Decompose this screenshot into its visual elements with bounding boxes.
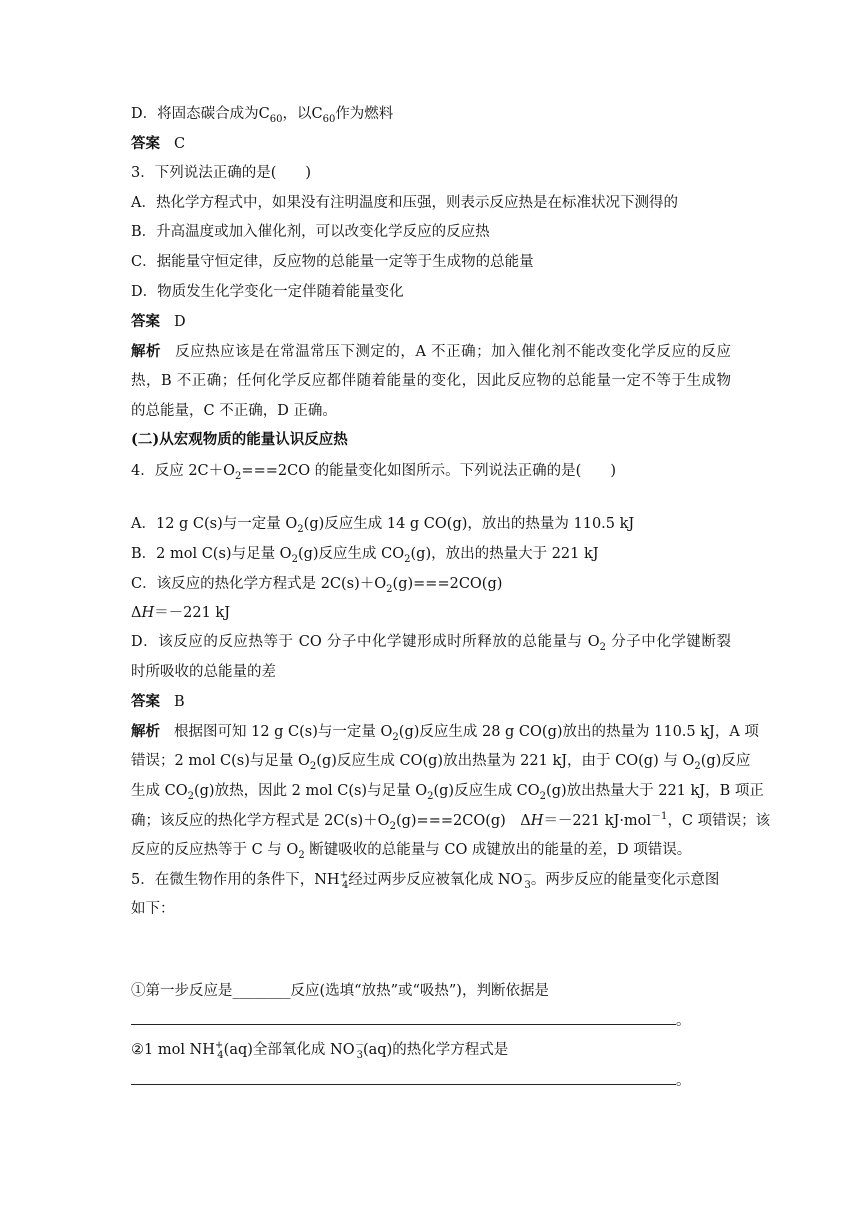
explanation-4-line-4: 确；该反应的热化学方程式是 $2C(s)+O_2(g)===2CO(g)$ ΔH＝－221 kJ·mol$^{-1}$，C 项错误；该	[131, 811, 771, 832]
q5-stem-line-2: 如下：	[131, 901, 175, 917]
answer-value: B	[174, 694, 185, 710]
q5-subquestion-1: ①第一步反应是________反应(选填“放热”或“吸热”)，判断依据是	[131, 983, 549, 999]
q5-subquestion-1-blank[interactable]	[131, 1010, 731, 1031]
q4-option-c: C．该反应的热化学方程式是 $2C(s)+O_2(g)===2CO(g)$	[131, 576, 503, 595]
answer-label: 答案	[131, 693, 160, 710]
answer-label: 答案	[131, 135, 160, 152]
q4-stem: 4．反应 $2C+O_2===2CO$ 的能量变化如图所示。下列说法正确的是( )	[131, 463, 616, 482]
q4-option-b: B．2 mol C(s)与足量 $O_2(g)$反应生成 $CO_2(g)$，放出的热量大于 221 kJ	[131, 546, 599, 565]
answer-label: 答案	[131, 313, 160, 330]
explanation-label: 解析	[131, 343, 162, 360]
q5-stem-line-1: 5．在微生物作用的条件下，$NH^+_4$经过两步反应被氧化成 $NO^-_3$。两步反应的能量变化示意图	[131, 870, 720, 891]
answer-2	[131, 134, 731, 154]
answer-4	[131, 692, 731, 712]
explanation-3-line-1	[131, 342, 731, 362]
q2-option-d: D．将固态碳合成为$C_{60}$，以$C_{60}$作为燃料	[131, 106, 394, 125]
q5-subquestion-2: ②1 mol $NH^+_4(aq)$全部氧化成 $NO^-_3(aq)$的热化学方程式是	[131, 1040, 509, 1061]
q5-subquestion-2-blank[interactable]	[131, 1070, 731, 1091]
answer-3	[131, 312, 731, 332]
explanation-4-line-5: 反应的反应热等于 C 与 $O_2$ 断键吸收的总能量与 CO 成键放出的能量的差，D 项错误。	[131, 842, 692, 861]
explanation-label: 解析	[131, 723, 160, 740]
blank-end-mark: 。	[676, 1013, 691, 1029]
explanation-4-line-2: 错误；2 mol C(s)与足量 $O_2(g)$反应生成 CO(g)放出热量为 221 kJ，由于 CO(g) 与 $O_2(g)$反应	[131, 753, 751, 772]
answer-blank-line[interactable]	[131, 1010, 676, 1025]
q3-option-b: B．升高温度或加入催化剂，可以改变化学反应的反应热	[131, 224, 490, 240]
answer-value: C	[174, 136, 186, 152]
section-heading: (二)从宏观物质的能量认识反应热	[131, 431, 348, 448]
answer-value: D	[174, 314, 186, 330]
q4-option-c-delta-h: ΔH＝－221 kJ	[131, 605, 231, 621]
q4-option-a: A．12 g C(s)与一定量 $O_2(g)$反应生成 14 g CO(g)，放出的热量为 110.5 kJ	[131, 516, 635, 535]
q3-stem: 3．下列说法正确的是( )	[131, 165, 312, 181]
explanation-3-line-2: 热，B 不正确；任何化学反应都伴随着能量的变化，因此反应物的总能量一定不等于生成物	[131, 373, 731, 389]
q4-option-d-line-2: 时所吸收的总能量的差	[131, 664, 276, 680]
q3-option-c: C．据能量守恒定律，反应物的总能量一定等于生成物的总能量	[131, 254, 534, 270]
explanation-4-line-1: 解析 根据图可知 12 g C(s)与一定量 $O_2(g)$反应生成 28 g CO(g)放出的热量为 110.5 kJ，A 项	[131, 723, 759, 743]
blank-end-mark: 。	[676, 1073, 691, 1089]
q3-option-a: A．热化学方程式中，如果没有注明温度和压强，则表示反应热是在标准状况下测得的	[131, 195, 678, 211]
q3-option-d: D．物质发生化学变化一定伴随着能量变化	[131, 284, 404, 300]
q4-option-d-line-1: D．该反应的反应热等于 CO 分子中化学键形成时所释放的总能量与 $O_2$ 分子中化学键断裂	[131, 634, 732, 653]
explanation-4-line-3: 生成 $CO_2(g)$放热，因此 2 mol C(s)与足量 $O_2(g)$反应生成 $CO_2(g)$放出热量大于 221 kJ，B 项正	[131, 783, 764, 802]
explanation-3-line-3: 的总能量，C 不正确，D 正确。	[131, 403, 337, 419]
answer-blank-line[interactable]	[131, 1070, 676, 1085]
explanation-text: 反应热应该是在常温常压下测定的，A 不正确；加入催化剂不能改变化学反应的反应	[175, 344, 732, 360]
